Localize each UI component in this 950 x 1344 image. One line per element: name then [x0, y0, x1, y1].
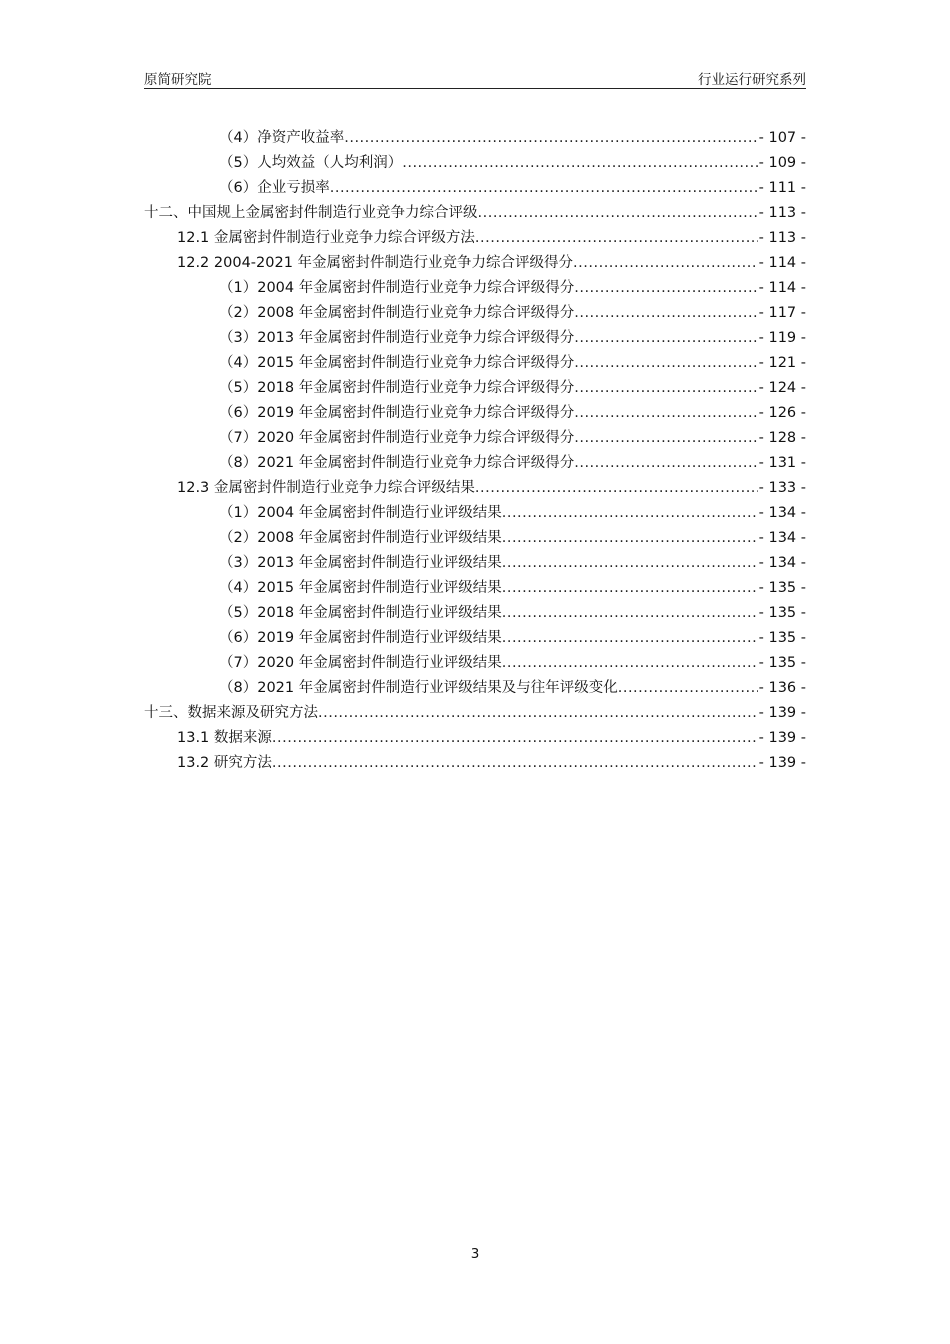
- toc-entry-title: 12.1 金属密封件制造行业竞争力综合评级方法: [177, 230, 475, 246]
- toc-dot-leader: [502, 551, 758, 576]
- toc-entry-title: （7）2020 年金属密封件制造行业评级结果: [219, 655, 502, 671]
- toc-entry-title: （4）2015 年金属密封件制造行业竞争力综合评级得分: [219, 355, 575, 371]
- toc-entry[interactable]: [144, 451, 806, 476]
- toc-dot-leader: [475, 226, 758, 251]
- toc-entry[interactable]: [144, 526, 806, 551]
- toc-entry-page: - 135 -: [758, 580, 806, 596]
- toc-dot-leader: [574, 426, 757, 451]
- toc-entry[interactable]: [144, 726, 806, 751]
- page-header: [144, 66, 806, 89]
- toc-entry-title: （5）2018 年金属密封件制造行业竞争力综合评级得分: [219, 380, 575, 396]
- toc-entry[interactable]: [144, 326, 806, 351]
- toc-entry[interactable]: [144, 251, 806, 276]
- toc-entry[interactable]: [144, 551, 806, 576]
- toc-entry[interactable]: [144, 151, 806, 176]
- toc-entry[interactable]: [144, 701, 806, 726]
- toc-entry-page: - 121 -: [758, 355, 806, 371]
- toc-dot-leader: [574, 351, 757, 376]
- toc-dot-leader: [574, 451, 757, 476]
- toc-entry-page: - 135 -: [758, 630, 806, 646]
- toc-entry[interactable]: [144, 501, 806, 526]
- toc-entry-title: （1）2004 年金属密封件制造行业竞争力综合评级得分: [219, 280, 575, 296]
- toc-entry[interactable]: [144, 476, 806, 501]
- toc-entry-title: 12.3 金属密封件制造行业竞争力综合评级结果: [177, 480, 475, 496]
- toc-entry-title: 13.2 研究方法: [177, 755, 272, 771]
- header-org-name: 原简研究院: [144, 72, 212, 88]
- toc-entry-page: - 126 -: [758, 405, 806, 421]
- toc-entry-page: - 109 -: [758, 155, 806, 171]
- toc-entry[interactable]: [144, 401, 806, 426]
- toc-dot-leader: [574, 376, 757, 401]
- toc-entry-title: （5）人均效益（人均利润）: [219, 155, 403, 171]
- toc-dot-leader: [272, 751, 758, 776]
- toc-dot-leader: [402, 151, 757, 176]
- toc-entry[interactable]: [144, 201, 806, 226]
- toc-entry-title: （7）2020 年金属密封件制造行业竞争力综合评级得分: [219, 430, 575, 446]
- toc-dot-leader: [344, 126, 757, 151]
- toc-entry-page: - 113 -: [758, 230, 806, 246]
- toc-entry[interactable]: [144, 651, 806, 676]
- toc-entry-title: （6）企业亏损率: [219, 180, 330, 196]
- toc-entry[interactable]: [144, 751, 806, 776]
- toc-entry-page: - 134 -: [758, 555, 806, 571]
- toc-entry-title: （1）2004 年金属密封件制造行业评级结果: [219, 505, 502, 521]
- toc-dot-leader: [574, 401, 757, 426]
- toc-entry-title: （6）2019 年金属密封件制造行业竞争力综合评级得分: [219, 405, 575, 421]
- toc-entry-page: - 139 -: [758, 705, 806, 721]
- toc-dot-leader: [502, 526, 758, 551]
- toc-entry[interactable]: [144, 126, 806, 151]
- toc-dot-leader: [330, 176, 758, 201]
- page-number: 3: [470, 1246, 480, 1262]
- toc-entry-title: 十二、中国规上金属密封件制造行业竞争力综合评级: [144, 205, 478, 221]
- toc-dot-leader: [502, 576, 758, 601]
- toc-entry-page: - 119 -: [758, 330, 806, 346]
- toc-entry-title: 十三、数据来源及研究方法: [144, 705, 318, 721]
- toc-entry-page: - 135 -: [758, 655, 806, 671]
- toc-entry-page: - 134 -: [758, 505, 806, 521]
- toc-entry-title: （3）2013 年金属密封件制造行业竞争力综合评级得分: [219, 330, 575, 346]
- toc-entry[interactable]: [144, 351, 806, 376]
- toc-dot-leader: [574, 301, 757, 326]
- toc-entry[interactable]: [144, 601, 806, 626]
- toc-entry[interactable]: [144, 576, 806, 601]
- toc-dot-leader: [502, 626, 758, 651]
- toc-entry-title: （2）2008 年金属密封件制造行业竞争力综合评级得分: [219, 305, 575, 321]
- header-series-name: 行业运行研究系列: [698, 72, 806, 88]
- toc-dot-leader: [502, 501, 758, 526]
- toc-dot-leader: [478, 201, 758, 226]
- toc-dot-leader: [573, 251, 758, 276]
- toc-entry-title: （8）2021 年金属密封件制造行业竞争力综合评级得分: [219, 455, 575, 471]
- toc-entry-title: （4）净资产收益率: [219, 130, 345, 146]
- toc-entry-page: - 128 -: [758, 430, 806, 446]
- toc-entry-title: （2）2008 年金属密封件制造行业评级结果: [219, 530, 502, 546]
- toc-entry-page: - 117 -: [758, 305, 806, 321]
- toc-entry-title: （6）2019 年金属密封件制造行业评级结果: [219, 630, 502, 646]
- toc-entry[interactable]: [144, 426, 806, 451]
- toc-dot-leader: [574, 326, 757, 351]
- table-of-contents: [144, 126, 806, 776]
- toc-entry-page: - 114 -: [758, 255, 806, 271]
- toc-entry-page: - 113 -: [758, 205, 806, 221]
- toc-dot-leader: [475, 476, 758, 501]
- toc-entry[interactable]: [144, 376, 806, 401]
- toc-entry-title: （5）2018 年金属密封件制造行业评级结果: [219, 605, 502, 621]
- toc-entry-page: - 111 -: [758, 180, 806, 196]
- toc-entry-page: - 114 -: [758, 280, 806, 296]
- toc-dot-leader: [272, 726, 758, 751]
- toc-entry-page: - 139 -: [758, 755, 806, 771]
- toc-entry-page: - 136 -: [758, 680, 806, 696]
- toc-dot-leader: [502, 651, 758, 676]
- toc-entry[interactable]: [144, 226, 806, 251]
- toc-entry[interactable]: [144, 626, 806, 651]
- toc-entry-page: - 139 -: [758, 730, 806, 746]
- toc-entry-page: - 134 -: [758, 530, 806, 546]
- toc-entry-page: - 124 -: [758, 380, 806, 396]
- toc-entry-page: - 135 -: [758, 605, 806, 621]
- toc-entry-title: 13.1 数据来源: [177, 730, 272, 746]
- toc-dot-leader: [618, 676, 758, 701]
- toc-entry[interactable]: [144, 676, 806, 701]
- toc-entry-page: - 131 -: [758, 455, 806, 471]
- toc-entry-title: 12.2 2004-2021 年金属密封件制造行业竞争力综合评级得分: [177, 255, 574, 271]
- toc-entry-title: （8）2021 年金属密封件制造行业评级结果及与往年评级变化: [219, 680, 618, 696]
- toc-entry[interactable]: [144, 301, 806, 326]
- toc-entry[interactable]: [144, 276, 806, 301]
- toc-entry[interactable]: [144, 176, 806, 201]
- toc-dot-leader: [502, 601, 758, 626]
- toc-dot-leader: [318, 701, 758, 726]
- toc-entry-page: - 107 -: [758, 130, 806, 146]
- toc-entry-title: （3）2013 年金属密封件制造行业评级结果: [219, 555, 502, 571]
- toc-dot-leader: [574, 276, 757, 301]
- toc-entry-title: （4）2015 年金属密封件制造行业评级结果: [219, 580, 502, 596]
- toc-entry-page: - 133 -: [758, 480, 806, 496]
